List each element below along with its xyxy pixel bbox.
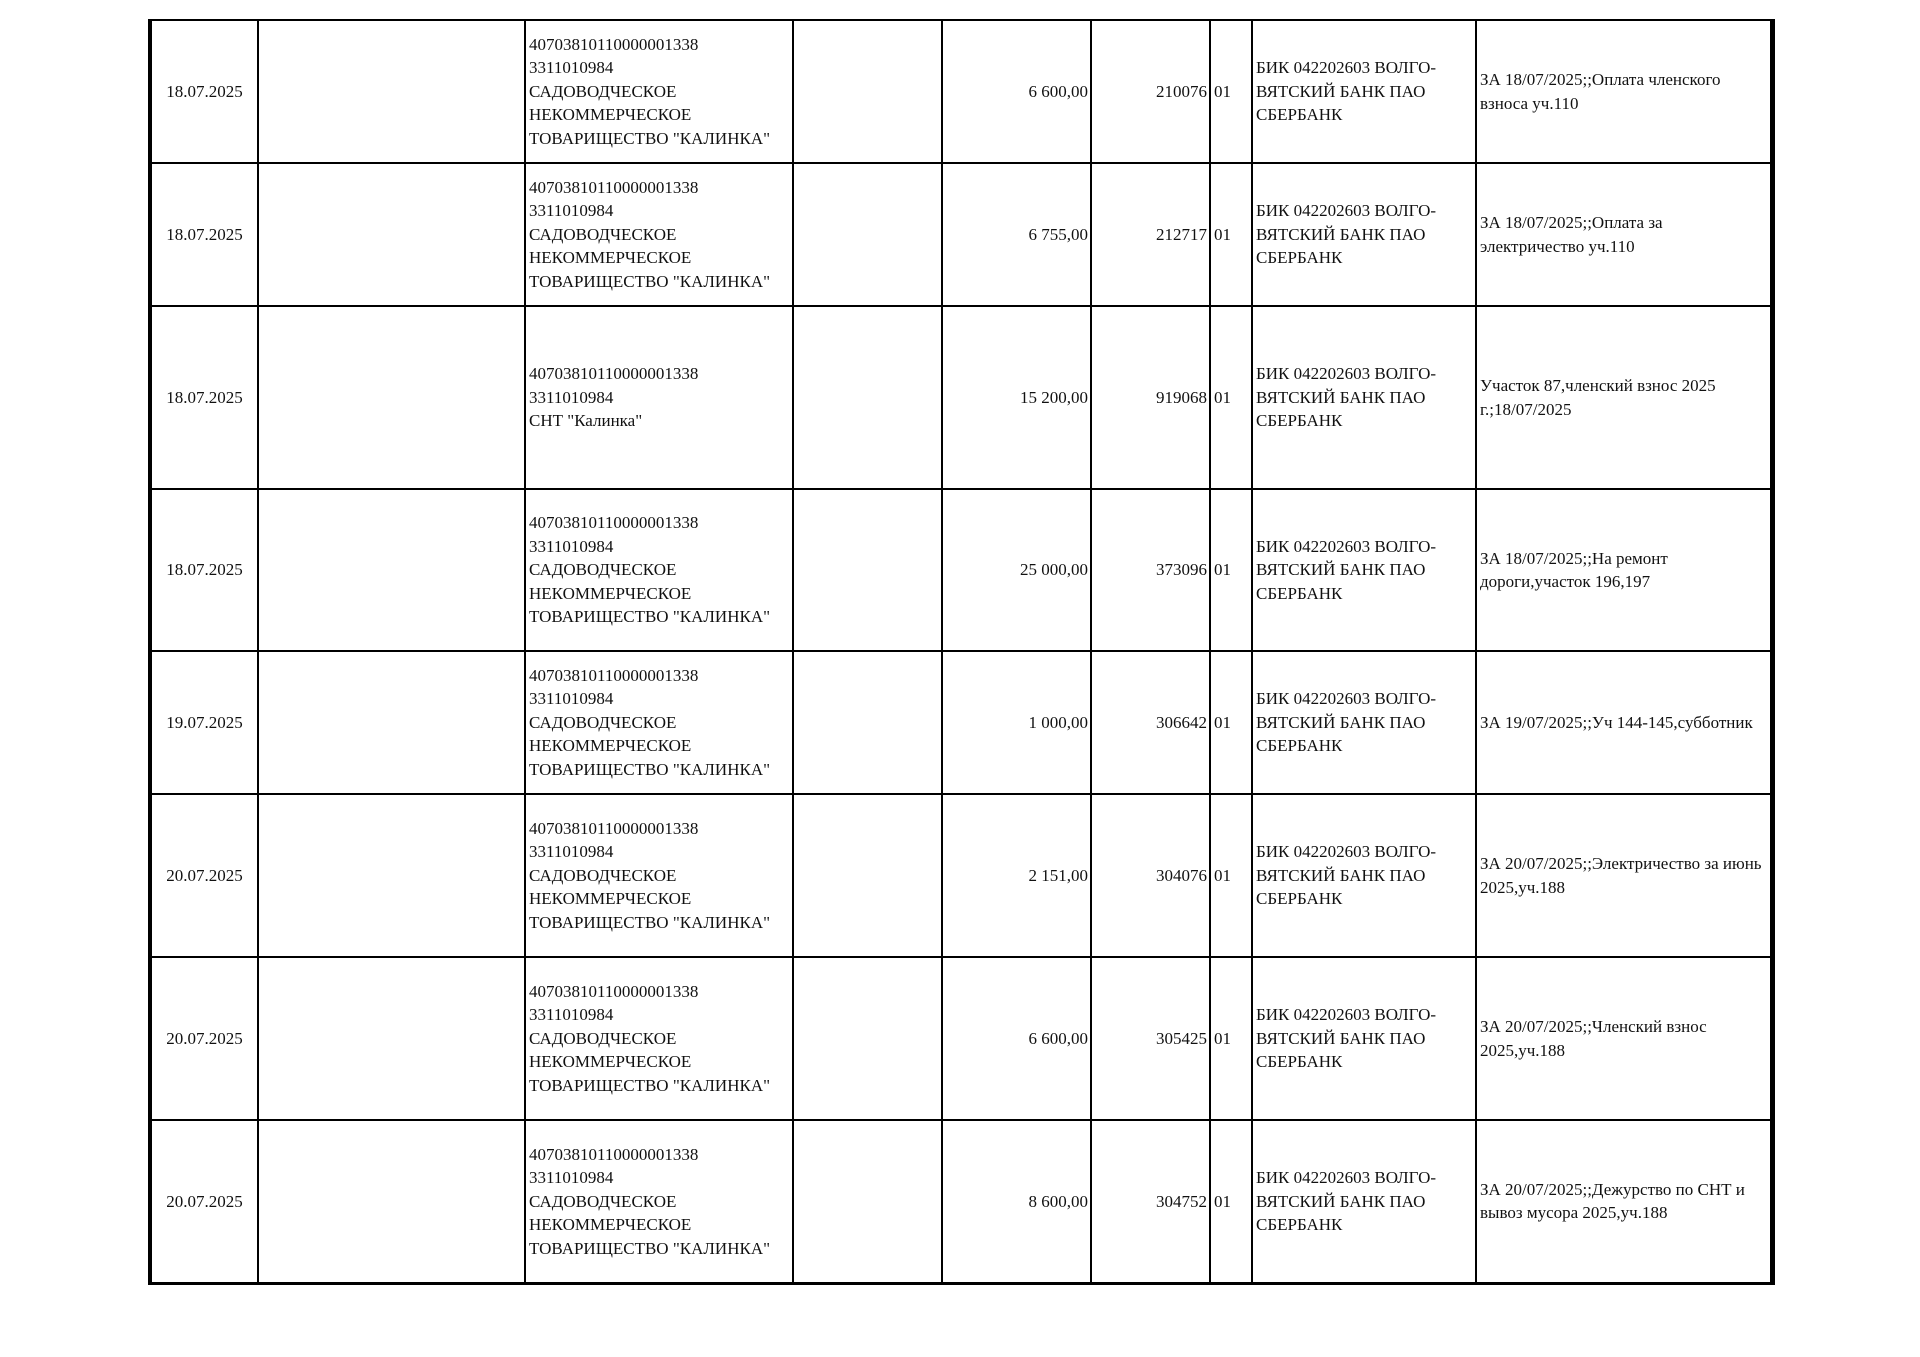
operation-date: 20.07.2025 xyxy=(150,1120,258,1283)
bank-line: СБЕРБАНК xyxy=(1256,736,1343,756)
bank-details xyxy=(1252,306,1476,489)
payer-cell xyxy=(258,20,525,163)
bank-statement-table xyxy=(148,19,1775,1285)
bank-details xyxy=(1252,957,1476,1120)
recipient-details xyxy=(525,794,793,957)
bank-line: БИК 042202603 ВОЛГО- xyxy=(1256,536,1437,556)
recipient-name-line: САДОВОДЧЕСКОЕ xyxy=(529,1028,677,1048)
bank-details xyxy=(1252,163,1476,306)
recipient-name-line: ТОВАРИЩЕСТВО "КАЛИНКА" xyxy=(529,607,771,627)
recipient-details xyxy=(525,20,793,163)
operation-type: 01 xyxy=(1210,957,1252,1120)
operation-date: 20.07.2025 xyxy=(150,957,258,1120)
bank-line: ВЯТСКИЙ БАНК ПАО xyxy=(1256,81,1426,101)
recipient-name xyxy=(529,864,790,935)
recipient-name xyxy=(529,80,790,151)
operation-date: 18.07.2025 xyxy=(150,306,258,489)
payer-cell xyxy=(258,957,525,1120)
recipient-details xyxy=(525,957,793,1120)
payer-cell xyxy=(258,651,525,794)
document-number: 373096 xyxy=(1091,489,1210,651)
bank-line: БИК 042202603 ВОЛГО- xyxy=(1256,201,1437,221)
operation-date: 19.07.2025 xyxy=(150,651,258,794)
recipient-name-line: НЕКОММЕРЧЕСКОЕ xyxy=(529,1215,692,1234)
recipient-name-line: НЕКОММЕРЧЕСКОЕ xyxy=(529,889,692,909)
bank-line: ВЯТСКИЙ БАНК ПАО xyxy=(1256,1028,1426,1048)
bank-line: СБЕРБАНК xyxy=(1256,1052,1343,1072)
recipient-details xyxy=(525,1120,793,1283)
table-row xyxy=(150,957,1772,1120)
credit-amount: 1 000,00 xyxy=(942,651,1091,794)
bank-line: ВЯТСКИЙ БАНК ПАО xyxy=(1256,865,1426,885)
table-row xyxy=(150,306,1772,489)
operation-type: 01 xyxy=(1210,489,1252,651)
operation-type: 01 xyxy=(1210,794,1252,957)
recipient-name-line: НЕКОММЕРЧЕСКОЕ xyxy=(529,1052,692,1072)
recipient-name-line: САДОВОДЧЕСКОЕ xyxy=(529,712,677,732)
table-row xyxy=(150,794,1772,957)
table-row xyxy=(150,651,1772,794)
document-number: 919068 xyxy=(1091,306,1210,489)
recipient-name xyxy=(529,1190,790,1261)
recipient-name-line: ТОВАРИЩЕСТВО "КАЛИНКА" xyxy=(529,271,771,291)
table-row xyxy=(150,489,1772,651)
account-number: 40703810110000001338 xyxy=(529,818,699,838)
document-number: 304076 xyxy=(1091,794,1210,957)
table-row xyxy=(150,163,1772,306)
debit-cell xyxy=(793,794,942,957)
account-number: 40703810110000001338 xyxy=(529,364,699,384)
recipient-name-line: НЕКОММЕРЧЕСКОЕ xyxy=(529,105,692,125)
debit-cell xyxy=(793,651,942,794)
inn-number: 3311010984 xyxy=(529,58,614,78)
payer-cell xyxy=(258,306,525,489)
recipient-name xyxy=(529,711,790,782)
account-number: 40703810110000001338 xyxy=(529,981,699,1001)
recipient-name-line: ТОВАРИЩЕСТВО "КАЛИНКА" xyxy=(529,128,771,148)
document-number: 210076 xyxy=(1091,20,1210,163)
recipient-name-line: САДОВОДЧЕСКОЕ xyxy=(529,81,677,101)
recipient-name-line: НЕКОММЕРЧЕСКОЕ xyxy=(529,583,692,603)
credit-amount: 25 000,00 xyxy=(942,489,1091,651)
document-number: 212717 xyxy=(1091,163,1210,306)
operation-type: 01 xyxy=(1210,20,1252,163)
recipient-name-line: САДОВОДЧЕСКОЕ xyxy=(529,560,677,580)
payment-purpose: Участок 87,членский взнос 2025 г.;18/07/2025 xyxy=(1476,306,1772,489)
bank-line: БИК 042202603 ВОЛГО- xyxy=(1256,689,1437,709)
bank-line: ВЯТСКИЙ БАНК ПАО xyxy=(1256,387,1426,407)
account-number: 40703810110000001338 xyxy=(529,34,699,54)
debit-cell xyxy=(793,163,942,306)
document-number: 304752 xyxy=(1091,1120,1210,1283)
bank-details xyxy=(1252,651,1476,794)
debit-cell xyxy=(793,489,942,651)
debit-cell xyxy=(793,957,942,1120)
recipient-name-line: ТОВАРИЩЕСТВО "КАЛИНКА" xyxy=(529,759,771,779)
inn-number: 3311010984 xyxy=(529,689,614,709)
recipient-name-line: СНТ "Калинка" xyxy=(529,411,643,431)
payer-cell xyxy=(258,163,525,306)
bank-line: СБЕРБАНК xyxy=(1256,411,1343,431)
bank-line: СБЕРБАНК xyxy=(1256,1215,1343,1234)
payment-purpose: ЗА 20/07/2025;;Дежурство по СНТ и вывоз мусора 2025,уч.188 xyxy=(1476,1120,1772,1283)
recipient-name-line: НЕКОММЕРЧЕСКОЕ xyxy=(529,248,692,268)
bank-line: БИК 042202603 ВОЛГО- xyxy=(1256,1005,1437,1025)
operation-date: 18.07.2025 xyxy=(150,163,258,306)
credit-amount: 2 151,00 xyxy=(942,794,1091,957)
credit-amount: 6 600,00 xyxy=(942,20,1091,163)
payment-purpose: ЗА 18/07/2025;;На ремонт дороги,участок 196,197 xyxy=(1476,489,1772,651)
payment-purpose: ЗА 18/07/2025;;Оплата членского взноса уч.110 xyxy=(1476,20,1772,163)
account-number: 40703810110000001338 xyxy=(529,1144,699,1164)
recipient-details xyxy=(525,651,793,794)
bank-details xyxy=(1252,20,1476,163)
operation-type: 01 xyxy=(1210,651,1252,794)
recipient-details xyxy=(525,163,793,306)
debit-cell xyxy=(793,306,942,489)
recipient-details xyxy=(525,306,793,489)
operation-type: 01 xyxy=(1210,1120,1252,1283)
payer-cell xyxy=(258,1120,525,1283)
payment-purpose: ЗА 19/07/2025;;Уч 144-145,субботник xyxy=(1476,651,1772,794)
recipient-name-line: ТОВАРИЩЕСТВО "КАЛИНКА" xyxy=(529,1238,771,1258)
credit-amount: 15 200,00 xyxy=(942,306,1091,489)
recipient-name-line: НЕКОММЕРЧЕСКОЕ xyxy=(529,736,692,756)
operation-type: 01 xyxy=(1210,306,1252,489)
recipient-name-line: САДОВОДЧЕСКОЕ xyxy=(529,865,677,885)
inn-number: 3311010984 xyxy=(529,201,614,221)
bank-details xyxy=(1252,794,1476,957)
bank-line: ВЯТСКИЙ БАНК ПАО xyxy=(1256,224,1426,244)
recipient-name-line: ТОВАРИЩЕСТВО "КАЛИНКА" xyxy=(529,912,771,932)
operation-date: 20.07.2025 xyxy=(150,794,258,957)
recipient-name xyxy=(529,1027,790,1098)
bank-line: БИК 042202603 ВОЛГО- xyxy=(1256,58,1437,78)
operation-type: 01 xyxy=(1210,163,1252,306)
bank-line: СБЕРБАНК xyxy=(1256,583,1343,603)
bank-line: СБЕРБАНК xyxy=(1256,248,1343,268)
bank-line: ВЯТСКИЙ БАНК ПАО xyxy=(1256,1191,1426,1211)
recipient-details xyxy=(525,489,793,651)
inn-number: 3311010984 xyxy=(529,387,614,407)
bank-details xyxy=(1252,489,1476,651)
payer-cell xyxy=(258,489,525,651)
bank-line: БИК 042202603 ВОЛГО- xyxy=(1256,842,1437,862)
statement-rows xyxy=(150,20,1772,1283)
credit-amount: 8 600,00 xyxy=(942,1120,1091,1283)
inn-number: 3311010984 xyxy=(529,1168,614,1187)
recipient-name-line: ТОВАРИЩЕСТВО "КАЛИНКА" xyxy=(529,1075,771,1095)
inn-number: 3311010984 xyxy=(529,842,614,862)
account-number: 40703810110000001338 xyxy=(529,665,699,685)
operation-date: 18.07.2025 xyxy=(150,489,258,651)
credit-amount: 6 755,00 xyxy=(942,163,1091,306)
debit-cell xyxy=(793,1120,942,1283)
bank-details xyxy=(1252,1120,1476,1283)
bank-line: ВЯТСКИЙ БАНК ПАО xyxy=(1256,560,1426,580)
inn-number: 3311010984 xyxy=(529,536,614,556)
document-number: 306642 xyxy=(1091,651,1210,794)
recipient-name xyxy=(529,223,790,294)
bank-line: СБЕРБАНК xyxy=(1256,105,1343,125)
recipient-name xyxy=(529,409,790,433)
payment-purpose: ЗА 20/07/2025;;Электричество за июнь 2025,уч.188 xyxy=(1476,794,1772,957)
bank-line: БИК 042202603 ВОЛГО- xyxy=(1256,364,1437,384)
payment-purpose: ЗА 20/07/2025;;Членский взнос 2025,уч.188 xyxy=(1476,957,1772,1120)
document-number: 305425 xyxy=(1091,957,1210,1120)
recipient-name-line: САДОВОДЧЕСКОЕ xyxy=(529,224,677,244)
table-row xyxy=(150,20,1772,163)
payer-cell xyxy=(258,794,525,957)
account-number: 40703810110000001338 xyxy=(529,513,699,533)
table-row xyxy=(150,1120,1772,1283)
operation-date: 18.07.2025 xyxy=(150,20,258,163)
recipient-name-line: САДОВОДЧЕСКОЕ xyxy=(529,1191,677,1211)
inn-number: 3311010984 xyxy=(529,1005,614,1025)
bank-line: БИК 042202603 ВОЛГО- xyxy=(1256,1168,1437,1187)
bank-line: ВЯТСКИЙ БАНК ПАО xyxy=(1256,712,1426,732)
account-number: 40703810110000001338 xyxy=(529,177,699,197)
credit-amount: 6 600,00 xyxy=(942,957,1091,1120)
payment-purpose: ЗА 18/07/2025;;Оплата за электричество уч.110 xyxy=(1476,163,1772,306)
recipient-name xyxy=(529,558,790,629)
bank-line: СБЕРБАНК xyxy=(1256,889,1343,909)
debit-cell xyxy=(793,20,942,163)
